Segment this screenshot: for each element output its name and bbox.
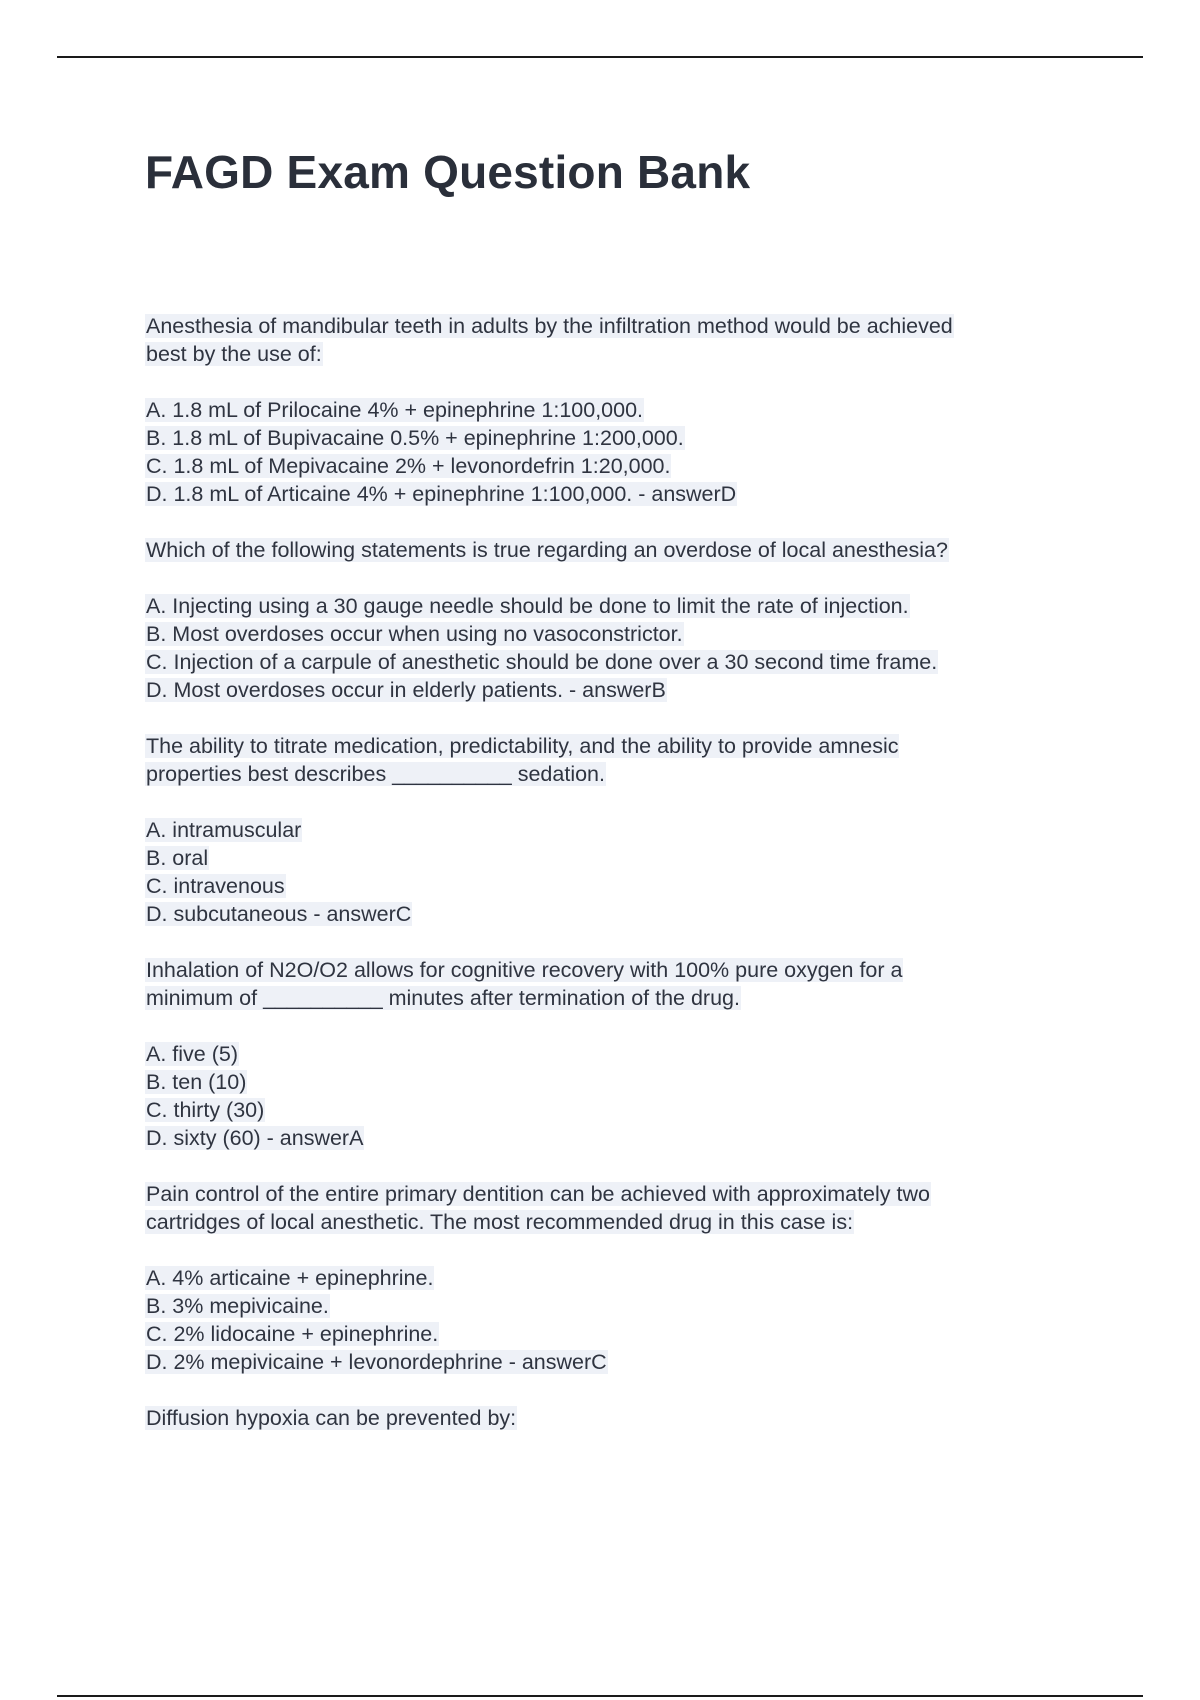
answer-option: B. 3% mepivicaine. <box>146 1294 329 1318</box>
answer-option: B. 1.8 mL of Bupivacaine 0.5% + epinephrine 1:200,000. <box>146 426 684 450</box>
document-title: FAGD Exam Question Bank <box>145 146 751 198</box>
question-stem-line: cartridges of local anesthetic. The most recommended drug in this case is: <box>146 1210 854 1234</box>
question-block <box>145 956 1075 1152</box>
question-stem-line: Which of the following statements is true regarding an overdose of local anesthesia? <box>146 538 948 562</box>
answer-option: C. 2% lidocaine + epinephrine. <box>146 1322 439 1346</box>
question-stem-line: best by the use of: <box>146 342 322 366</box>
question-stem-line: properties best describes __________ sedation. <box>146 762 605 786</box>
bottom-rule <box>57 1695 1143 1697</box>
answer-option: B. ten (10) <box>146 1070 247 1094</box>
question-stem-line: Diffusion hypoxia can be prevented by: <box>146 1406 517 1430</box>
question-stem-line: Anesthesia of mandibular teeth in adults by the infiltration method would be achieved <box>146 314 953 338</box>
answer-option: D. 2% mepivicaine + levonordephrine - answerC <box>146 1350 607 1374</box>
question-block <box>145 1404 1075 1432</box>
top-rule <box>57 56 1143 58</box>
question-list <box>145 312 1075 1460</box>
answer-option: B. oral <box>146 846 209 870</box>
answer-option: B. Most overdoses occur when using no vasoconstrictor. <box>146 622 683 646</box>
question-block <box>145 732 1075 928</box>
question-stem-line: Inhalation of N2O/O2 allows for cognitive recovery with 100% pure oxygen for a <box>146 958 903 982</box>
answer-option: A. intramuscular <box>146 818 302 842</box>
answer-option: C. thirty (30) <box>146 1098 265 1122</box>
answer-option: A. Injecting using a 30 gauge needle should be done to limit the rate of injection. <box>146 594 909 618</box>
question-block <box>145 312 1075 508</box>
question-stem-line: The ability to titrate medication, predictability, and the ability to provide amnesic <box>146 734 899 758</box>
question-block <box>145 1180 1075 1376</box>
question-block <box>145 536 1075 704</box>
answer-option: D. Most overdoses occur in elderly patients. - answerB <box>146 678 666 702</box>
question-stem-line: minimum of __________ minutes after termination of the drug. <box>146 986 740 1010</box>
question-stem-line: Pain control of the entire primary dentition can be achieved with approximately two <box>146 1182 930 1206</box>
answer-option: C. intravenous <box>146 874 285 898</box>
answer-option: D. sixty (60) - answerA <box>146 1126 364 1150</box>
answer-option: C. 1.8 mL of Mepivacaine 2% + levonordefrin 1:20,000. <box>146 454 671 478</box>
answer-option: A. five (5) <box>146 1042 238 1066</box>
answer-option: C. Injection of a carpule of anesthetic should be done over a 30 second time frame. <box>146 650 938 674</box>
answer-option: A. 4% articaine + epinephrine. <box>146 1266 434 1290</box>
answer-option: D. subcutaneous - answerC <box>146 902 412 926</box>
answer-option: D. 1.8 mL of Articaine 4% + epinephrine 1:100,000. - answerD <box>146 482 737 506</box>
answer-option: A. 1.8 mL of Prilocaine 4% + epinephrine 1:100,000. <box>146 398 644 422</box>
